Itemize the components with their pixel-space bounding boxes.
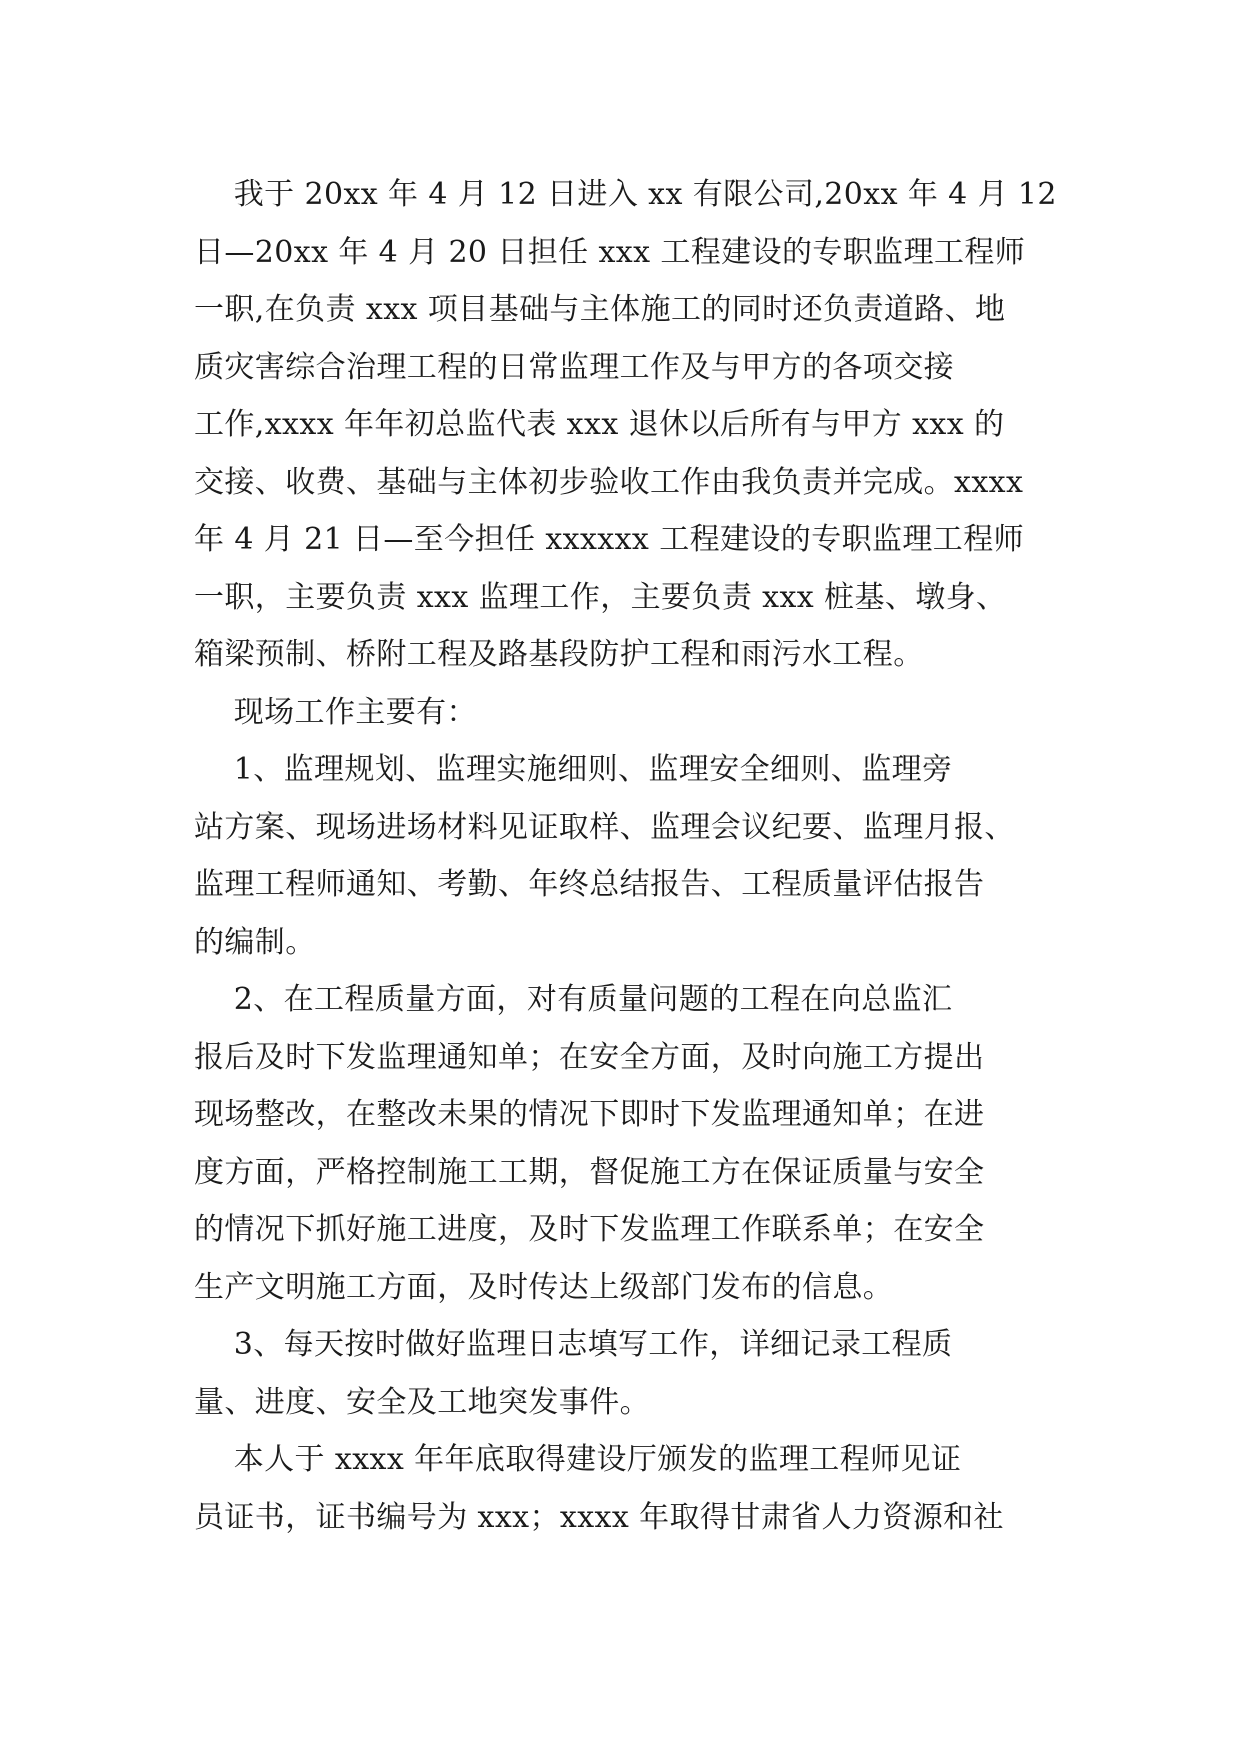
text-line: 交接、收费、基础与主体初步验收工作由我负责并完成。xxxx xyxy=(194,464,1024,500)
text-line: 监理工程师通知、考勤、年终总结报告、工程质量评估报告 xyxy=(194,867,985,902)
document-body xyxy=(194,166,1074,1546)
text-line: 度方面，严格控制施工工期，督促施工方在保证质量与安全 xyxy=(194,1154,985,1190)
text-line: 1、监理规划、监理实施细则、监理安全细则、监理旁 xyxy=(194,752,953,787)
text-line: 报后及时下发监理通知单；在安全方面，及时向施工方提出 xyxy=(194,1039,985,1075)
text-line: 的编制。 xyxy=(194,924,316,960)
text-line: 站方案、现场进场材料见证取样、监理会议纪要、监理月报、 xyxy=(194,809,1015,845)
text-line: 工作,xxxx 年年初总监代表 xxx 退休以后所有与甲方 xxx 的 xyxy=(194,407,1005,442)
text-line: 箱梁预制、桥附工程及路基段防护工程和雨污水工程。 xyxy=(194,637,924,672)
text-line: 的情况下抓好施工进度，及时下发监理工作联系单；在安全 xyxy=(194,1212,985,1247)
text-line: 我于 20xx 年 4 月 12 日进入 xx 有限公司,20xx 年 4 月 12 xyxy=(194,177,1057,212)
text-line: 量、进度、安全及工地突发事件。 xyxy=(194,1384,650,1420)
text-line: 员证书，证书编号为 xxx；xxxx 年取得甘肃省人力资源和社 xyxy=(194,1499,1004,1535)
text-line: 2、在工程质量方面，对有质量问题的工程在向总监汇 xyxy=(194,982,953,1017)
text-line: 现场工作主要有： xyxy=(194,694,477,730)
text-line: 现场整改，在整改未果的情况下即时下发监理通知单；在进 xyxy=(194,1097,985,1132)
text-line: 日—20xx 年 4 月 20 日担任 xxx 工程建设的专职监理工程师 xyxy=(194,234,1026,270)
text-line: 一职，主要负责 xxx 监理工作，主要负责 xxx 桩基、墩身、 xyxy=(194,579,1007,615)
text-line: 一职,在负责 xxx 项目基础与主体施工的同时还负责道路、地 xyxy=(194,292,1006,327)
text-line: 3、每天按时做好监理日志填写工作，详细记录工程质 xyxy=(194,1327,953,1362)
text-line: 质灾害综合治理工程的日常监理工作及与甲方的各项交接 xyxy=(194,349,954,385)
text-line: 本人于 xxxx 年年底取得建设厅颁发的监理工程师见证 xyxy=(194,1442,962,1477)
text-line: 生产文明施工方面，及时传达上级部门发布的信息。 xyxy=(194,1269,894,1305)
text-line: 年 4 月 21 日—至今担任 xxxxxx 工程建设的专职监理工程师 xyxy=(194,522,1024,557)
